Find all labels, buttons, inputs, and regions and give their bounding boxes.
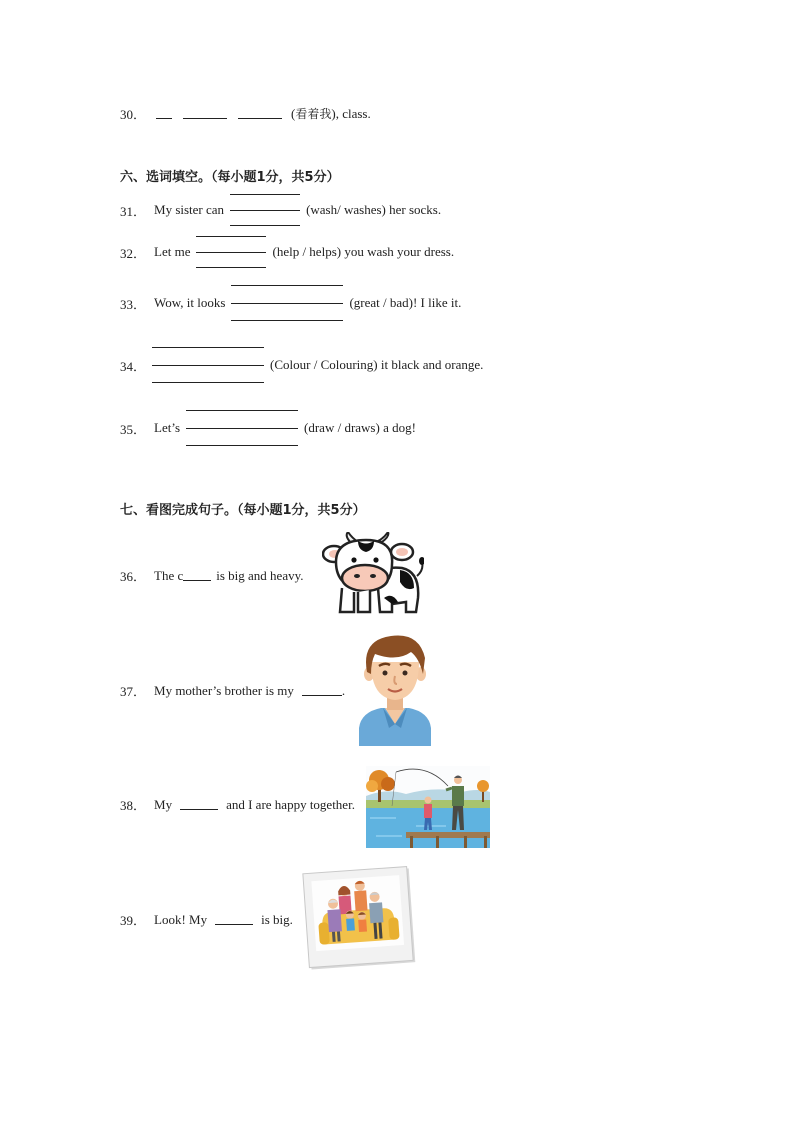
sentence-start: Let’s [154,420,181,435]
question-30 [120,104,371,123]
question-32 [120,236,454,268]
family-photo-image [300,864,418,970]
question-31 [120,194,441,226]
answer-blank[interactable] [215,923,253,925]
question-39 [120,910,293,929]
sentence-end: (wash/ washes) her socks. [306,202,442,217]
sentence-start: Wow, it looks [154,295,226,310]
cow-image [322,532,424,616]
sentence-start: The c [154,567,184,583]
answer-blank[interactable] [302,694,342,696]
sentence-end: is big and heavy. [216,567,304,583]
hint-open: ( [291,105,296,121]
sentence-start: My sister can [154,202,225,217]
answer-blank[interactable] [152,347,264,383]
sentence-start: My [154,796,173,812]
sentence-end: (draw / draws) a dog! [304,420,416,435]
section-7-heading: 七、看图完成句子。（每小题1分，共5分） [120,503,366,518]
question-number: 36． [120,569,147,584]
answer-blank[interactable] [183,117,227,119]
question-34 [120,347,483,383]
section-6-heading: 六、选词填空。（每小题1分，共5分） [120,170,340,185]
answer-blank[interactable] [156,117,172,119]
question-38 [120,795,355,814]
fishing-scene-image [366,766,490,848]
question-number: 37． [120,684,147,699]
question-number: 32． [120,245,147,261]
question-36 [120,566,304,585]
sentence-end: is big. [261,911,293,927]
answer-blank[interactable] [230,194,300,226]
question-number: 33． [120,296,147,312]
question-33 [120,285,461,321]
answer-blank[interactable] [196,236,266,268]
question-37 [120,681,345,700]
answer-blank[interactable] [186,410,298,446]
sentence-end: and I are happy together. [226,796,355,812]
question-number: 34． [120,358,147,374]
sentence-start: Let me [154,244,191,259]
sentence-end: (help / helps) you wash your dress. [272,244,455,259]
hint-chinese: 看着我 [295,107,332,121]
question-number: 30． [120,107,147,122]
answer-blank[interactable] [238,117,282,119]
question-number: 38． [120,798,147,813]
question-number: 31． [120,203,147,219]
sentence-end: (Colour / Colouring) it black and orange. [270,357,484,372]
question-number: 35． [120,421,147,437]
man-portrait-image [357,632,433,746]
answer-blank[interactable] [180,808,218,810]
sentence-start: Look! My [154,911,208,927]
hint-close: ), class. [331,105,371,121]
sentence-end: . [341,682,346,698]
sentence-end: (great / bad)! I like it. [349,295,462,310]
question-35 [120,410,416,446]
answer-blank[interactable] [231,285,343,321]
sentence-start: My mother’s brother is my [154,682,294,698]
question-number: 39． [120,913,147,928]
answer-blank[interactable] [183,579,211,581]
